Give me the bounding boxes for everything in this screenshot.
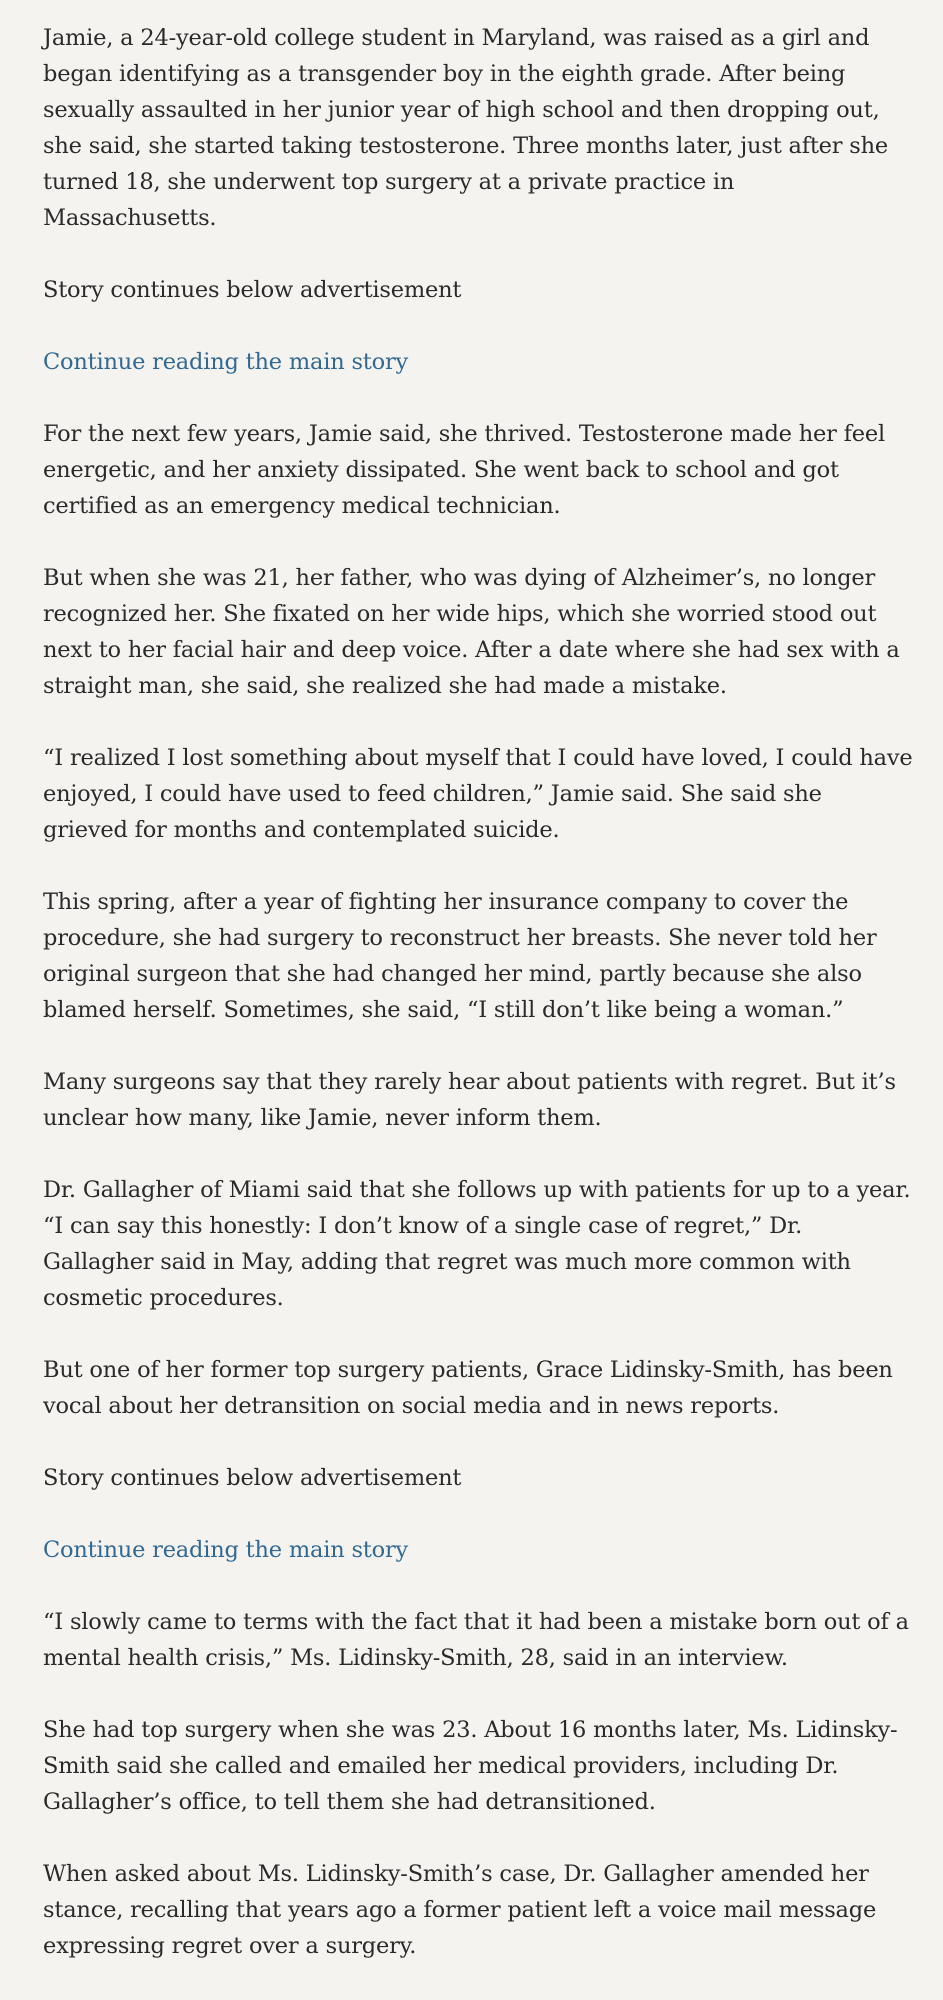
article-paragraph: Jamie, a 24-year-old college student in Maryland, was raised as a girl and began identifying as a transgender boy in the eighth grade. After being sexually assaulted in her junior year of high school and then dropping out, she said, she started taking testosterone. Three months later, just after she turned 18, she underwent top surgery at a private practice in Massachusetts.	[43, 25, 889, 231]
article-paragraph: “I slowly came to terms with the fact that it had been a mistake born out of a mental health crisis,” Ms. Lidinsky-Smith, 28, said in an interview.	[43, 1609, 909, 1671]
advertisement-notice: Story continues below advertisement	[43, 1465, 462, 1491]
article-body	[43, 20, 913, 2000]
article-paragraph: But one of her former top surgery patients, Grace Lidinsky-Smith, has been vocal about her detransition on social media and in news reports.	[43, 1357, 893, 1419]
article-paragraph: “I realized I lost something about myself that I could have loved, I could have enjoyed, I could have used to feed children,” Jamie said. She said she grieved for months and contemplated suicide.	[43, 745, 913, 843]
continue-reading-link[interactable]: Continue reading the main story	[43, 349, 409, 375]
continue-reading-link[interactable]: Continue reading the main story	[43, 1537, 409, 1563]
article-paragraph: For the next few years, Jamie said, she thrived. Testosterone made her feel energetic, and her anxiety dissipated. She went back to school and got certified as an emergency medical technician.	[43, 421, 886, 519]
article-paragraph: This spring, after a year of fighting her insurance company to cover the procedure, she had surgery to reconstruct her breasts. She never told her original surgeon that she had changed her mind, partly because she also blamed herself. Sometimes, she said, “I still don’t like being a woman.”	[43, 889, 877, 1023]
advertisement-notice: Story continues below advertisement	[43, 277, 462, 303]
article-paragraph: Many surgeons say that they rarely hear about patients with regret. But it’s unclear how many, like Jamie, never inform them.	[43, 1069, 896, 1131]
article-paragraph: Dr. Gallagher of Miami said that she follows up with patients for up to a year. “I can say this honestly: I don’t know of a single case of regret,” Dr. Gallagher said in May, adding that regret was much more common with cosmetic procedures.	[43, 1177, 911, 1311]
article-paragraph: She had top surgery when she was 23. About 16 months later, Ms. Lidinsky-Smith said she called and emailed her medical providers, including Dr. Gallagher’s office, to tell them she had detransitioned.	[43, 1717, 898, 1815]
article-paragraph: But when she was 21, her father, who was dying of Alzheimer’s, no longer recognized her. She fixated on her wide hips, which she worried stood out next to her facial hair and deep voice. After a date where she had sex with a straight man, she said, she realized she had made a mistake.	[43, 565, 900, 699]
article-paragraph: When asked about Ms. Lidinsky-Smith’s case, Dr. Gallagher amended her stance, recalling that years ago a former patient left a voice mail message expressing regret over a surgery.	[43, 1861, 877, 1959]
